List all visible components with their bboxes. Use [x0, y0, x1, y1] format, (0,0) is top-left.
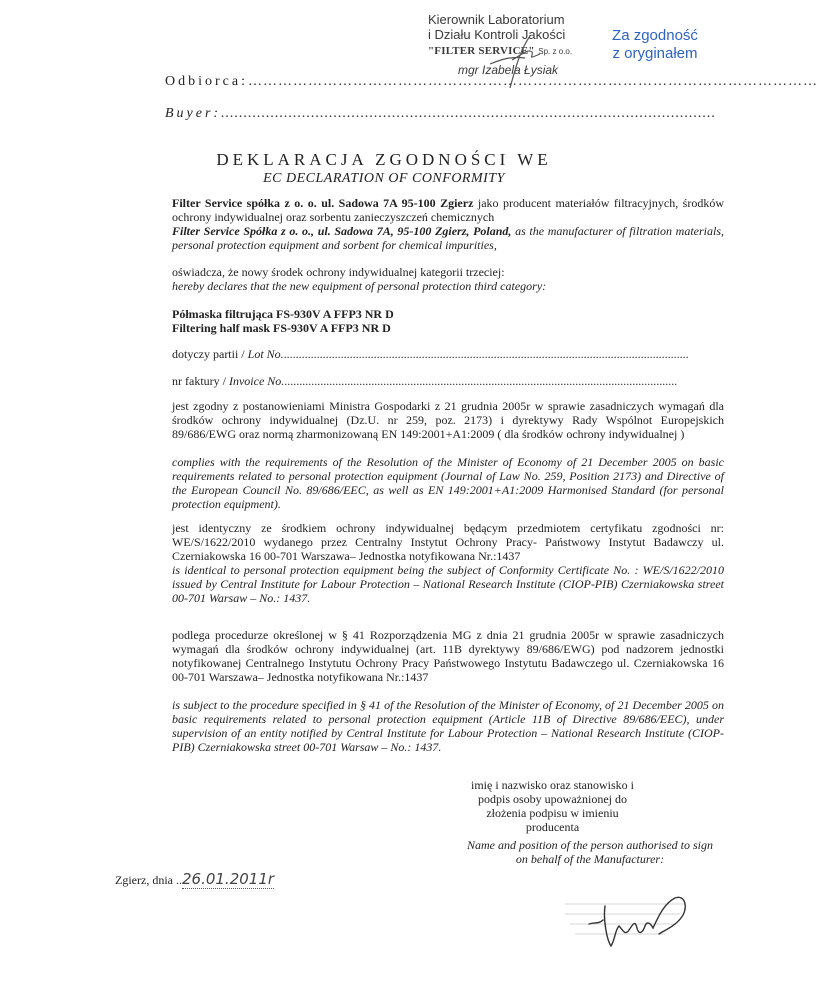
identity-pl: jest identyczny ze środkiem ochrony indywidualnej będącym przedmiotem certyfikatu zgodności nr: WE/S/1622/2010 wydanego przez Centralny Instytut Ochrony Pracy- Państwowy Instytut Badawczy ul. Czerniakowska 16 00-701 Warszawa– Jednostka notyfikowana Nr.:1437: [172, 521, 724, 563]
buyer-label: Buyer:: [165, 106, 222, 121]
recipient-line: Odbiorca:……………………………………………………………………………………………………: [165, 74, 818, 89]
lot-label-pl: dotyczy partii /: [172, 347, 248, 361]
recipient-label: Odbiorca:: [165, 74, 248, 89]
product-name-en: Filtering half mask FS-930V A FFP3 NR D: [172, 321, 391, 335]
manufacturer-pl-name: Filter Service spółka z o. o. ul. Sadowa 7A 95-100 Zgierz: [172, 196, 474, 210]
procedure-en: is subject to the procedure specified in § 41 of the Resolution of the Minister of Economy, of 21 December 2005 on basic requirements related to personal protection equipment (Article 11B of Directive 89/686/EEC), under supervision of an entity notified by Central Institute for Labour Protection – National Research Institute (CIOP-PIB) Czerniakowska street 00-701 Warsaw – No.: 1437.: [172, 698, 724, 754]
conformity-line-2: z oryginałem: [612, 45, 698, 62]
signatory-caption-en: Name and position of the person authorised to sign on behalf of the Manufacturer:: [467, 838, 713, 866]
conformity-stamp: [600, 27, 710, 63]
signature-icon: [585, 890, 695, 955]
place-label: Zgierz, dnia: [115, 873, 173, 887]
manufacturer-pl-desc: jako producent materiałów filtracyjnych, środków ochrony indywidualnej oraz sorbentu zanieczyszczeń chemicznych: [172, 196, 724, 224]
stamp-company: "FILTER SERVICE": [428, 45, 535, 57]
invoice-field: nr faktury / Invoice No....................................................................................................................................: [172, 374, 678, 388]
procedure-pl: podlega procedurze określonej w § 41 Rozporządzenia MG z dnia 21 grudnia 2005r w sprawie zasadniczych wymagań dla środków ochrony indywidualnej (art. 11B dyrektywy 89/686/EWG) pod nadzorem jednostki notyfikowanej Centralnego Instytutu Ochrony Pracy Państwowego Instytutu Badawczego ul. Czerniakowska 16 00-701 Warszawa– Jednostka notyfikowana Nr.:1437: [172, 628, 724, 684]
handwritten-date: 26.01.2011r: [181, 870, 275, 888]
manufacturer-en: [172, 224, 724, 252]
lot-label-en: Lot No.: [247, 347, 284, 361]
product-name-pl: Półmaska filtrująca FS-930V A FFP3 NR D: [172, 307, 394, 321]
identity-en: is identical to personal protection equipment being the subject of Conformity Certificate No. : WE/S/1622/2010 issued by Central Institute for Labour Protection – National Research Institute (CIOP-PIB) Czerniakowska street 00-701 Warsaw – No.: 1437.: [172, 563, 724, 605]
declaration-subtitle: EC DECLARATION OF CONFORMITY: [263, 171, 505, 186]
invoice-label-pl: nr faktury /: [172, 374, 229, 388]
declaration-title: DEKLARACJA ZGODNOŚCI WE: [216, 150, 552, 169]
place-date: Zgierz, dnia ..26.01.2011r: [115, 870, 275, 888]
compliance-en: complies with the requirements of the Resolution of the Minister of Economy of 21 December 2005 on basic requirements related to personal protection equipment (Journal of Law No. 259, Position 2173) and Directive of the European Council No. 89/686/EEC, as well as EN 149:2001+A1:2009 Harmonised Standard (for personal protection equipment).: [172, 455, 724, 511]
stamp-company-suffix: Sp. z o.o.: [538, 47, 573, 56]
invoice-label-en: Invoice No.: [228, 374, 285, 388]
declares-en: hereby declares that the new equipment of personal protection third category:: [172, 279, 547, 293]
stamp-name: mgr Izabela Łysiak: [458, 63, 559, 77]
stamp-line-2: i Działu Kontroli Jakości: [428, 27, 566, 42]
manufacturer-en-name: Filter Service Spółka z o. o., ul. Sadowa 7A, 95-100 Zgierz, Poland,: [172, 224, 512, 238]
declares-pl: oświadcza, że nowy środek ochrony indywidualnej kategorii trzeciej:: [172, 265, 505, 279]
manufacturer-pl: [172, 196, 724, 224]
stamp-line-1: Kierownik Laboratorium: [428, 12, 565, 27]
buyer-line: Buyer:..............................................................................................................: [165, 106, 717, 121]
lot-field: dotyczy partii / Lot No........................................................................................................................................: [172, 347, 689, 361]
manufacturer-en-desc: as the manufacturer of filtration materials, personal protection equipment and sorbent for chemical impurities,: [172, 224, 724, 252]
signatory-caption-pl: imię i nazwisko oraz stanowisko i podpis osoby upoważnionej do złożenia podpisu w imieniu producenta: [471, 778, 634, 834]
compliance-pl: jest zgodny z postanowieniami Ministra Gospodarki z 21 grudnia 2005r w sprawie zasadniczych wymagań dla środków ochrony indywidualnej (Dz.U. nr 259, poz. 2173) i dyrektywy Rady Wspólnot Europejskich 89/686/EWG oraz normą zharmonizowaną EN 149:2001+A1:2009 ( dla środków ochrony indywidualnej ): [172, 399, 724, 441]
conformity-line-1: Za zgodność: [612, 27, 698, 44]
